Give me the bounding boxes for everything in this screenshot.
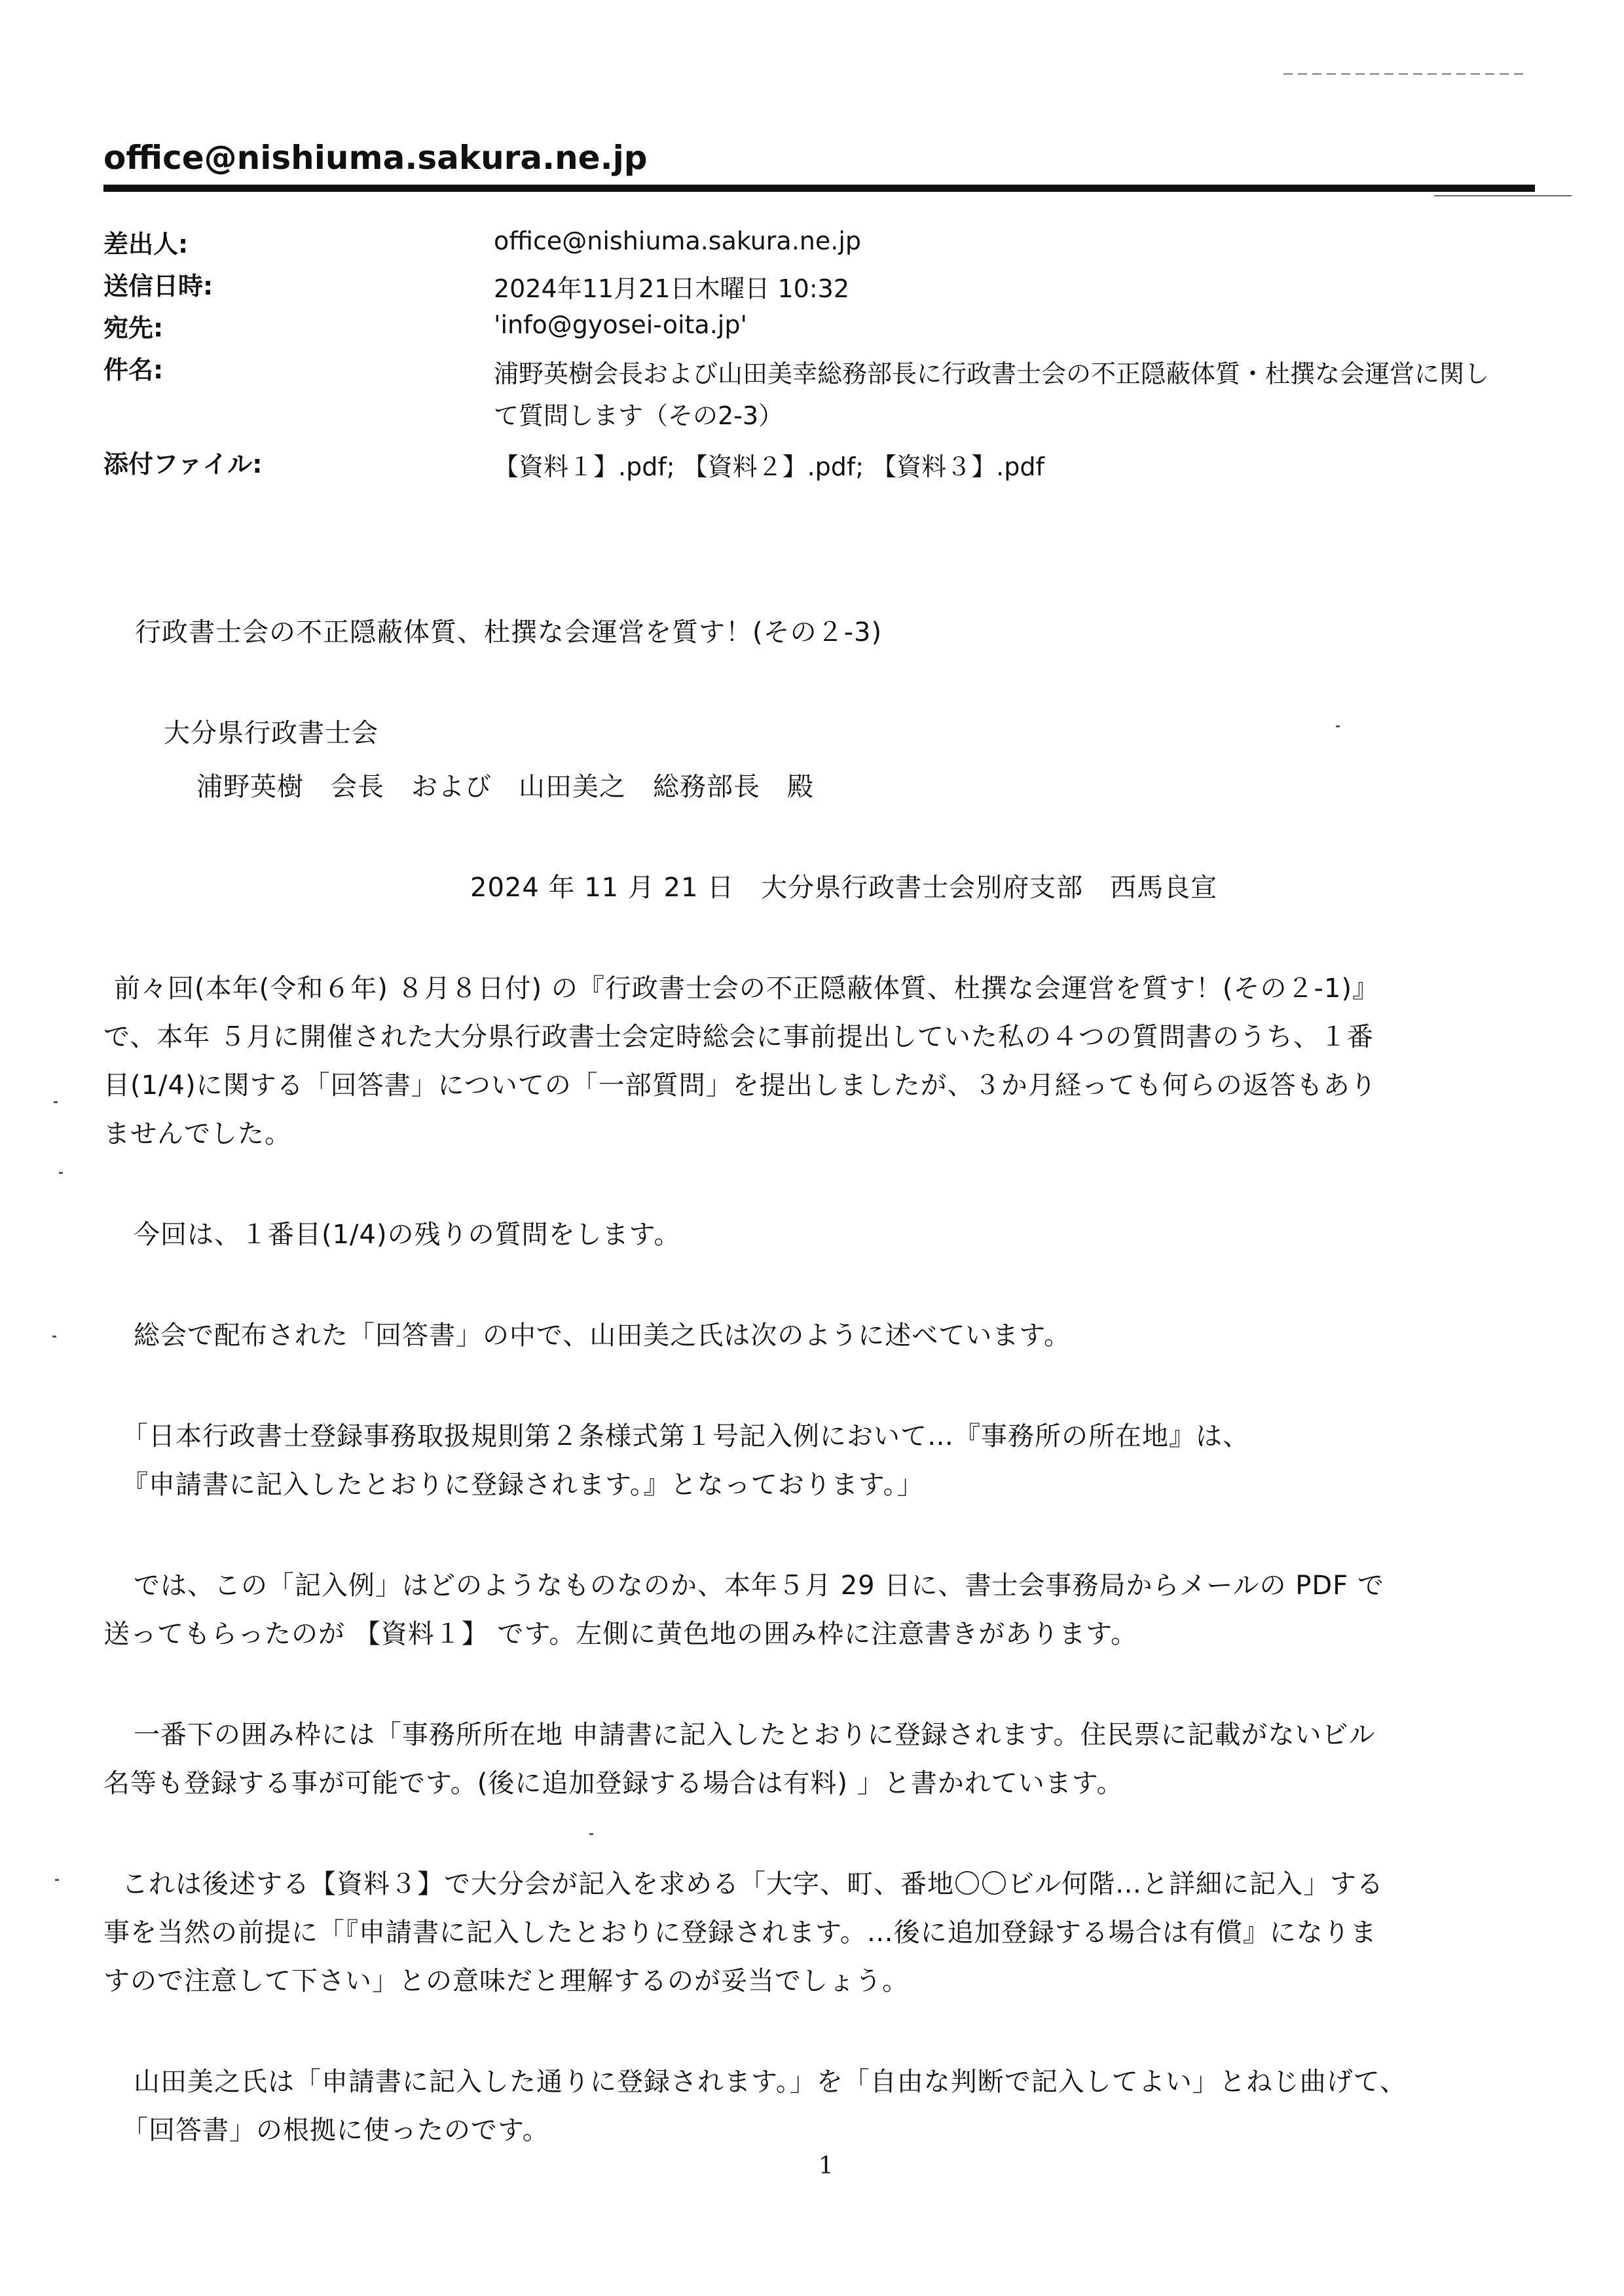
paragraph-8-line-1: 山田美之氏は「申請書に記入した通りに登録されます。」を「自由な判断で記入してよい」とねじ曲げて、 <box>134 2067 1407 2097</box>
header-divider <box>103 185 1535 192</box>
from-value: office@nishiuma.sakura.ne.jp <box>494 227 862 255</box>
date-and-sender: 2024 年 11 月 21 日 大分県行政書士会別府支部 西馬良宣 <box>470 873 1218 903</box>
paragraph-4-line-1: 「日本行政書士登録事務取扱規則第２条様式第１号記入例において…『事務所の所在地』は、 <box>122 1421 1249 1451</box>
from-label: 差出人: <box>103 230 189 259</box>
paragraph-5-line-2: 送ってもらったのが 【資料１】 です。左側に黄色地の囲み枠に注意書きがあります。 <box>103 1619 1138 1649</box>
scan-speck <box>59 1172 63 1174</box>
to-label: 宛先: <box>103 314 164 342</box>
paragraph-5-line-1: では、この「記入例」はどのようなものなのか、本年５月 29 日に、書士会事務局からメールの PDF で <box>134 1571 1384 1601</box>
paragraph-1-line-2: で、本年 ５月に開催された大分県行政書士会定時総会に事前提出していた私の４つの質問書のうち、１番 <box>103 1022 1374 1052</box>
paragraph-6-line-1: 一番下の囲み枠には「事務所所在地 申請書に記入したとおりに登録されます。住民票に記載がないビル <box>134 1720 1376 1750</box>
to-value: 'info@gyosei-oita.jp' <box>494 310 747 339</box>
page-number: 1 <box>819 2153 834 2179</box>
scan-artifact-line <box>1283 73 1526 75</box>
paragraph-2-line-1: 今回は、１番目(1/4)の残りの質問をします。 <box>134 1220 681 1250</box>
scan-speck <box>1336 725 1340 727</box>
scan-speck <box>52 1336 56 1338</box>
paragraph-3-line-1: 総会で配布された「回答書」の中で、山田美之氏は次のように述べています。 <box>134 1321 1071 1351</box>
letter-title: 行政書士会の不正隠蔽体質、杜撰な会運営を質す！(その２-3) <box>135 617 883 647</box>
attachments-label: 添付ファイル: <box>103 450 263 479</box>
paragraph-8-line-2: 「回答書」の根拠に使ったのです。 <box>122 2115 549 2145</box>
attachments-value: 【資料１】.pdf; 【資料２】.pdf; 【資料３】.pdf <box>494 452 1044 481</box>
header-divider-tail <box>1434 195 1572 196</box>
sent-date-value: 2024年11月21日木曜日 10:32 <box>494 274 850 303</box>
sent-date-label: 送信日時: <box>103 272 213 301</box>
paragraph-6-line-2: 名等も登録する事が可能です。(後に追加登録する場合は有料) 」と書かれています。 <box>103 1768 1124 1798</box>
scan-speck <box>55 1879 59 1881</box>
addressee-organization: 大分県行政書士会 <box>164 718 378 748</box>
paragraph-7-line-2: 事を当然の前提に「『申請書に記入したとおりに登録されます。…後に追加登録する場合は有償』になりま <box>103 1918 1377 1948</box>
paragraph-4-line-2: 『申請書に記入したとおりに登録されます。』となっております。」 <box>122 1470 924 1500</box>
scan-speck <box>54 1101 58 1103</box>
paragraph-7-line-3: すので注意して下さい」との意味だと理解するのが妥当でしょう。 <box>103 1966 909 1996</box>
email-account-heading: office@nishiuma.sakura.ne.jp <box>103 139 648 177</box>
subject-label: 件名: <box>103 355 164 384</box>
paragraph-7-line-1: これは後述する【資料３】で大分会が記入を求める「大字、町、番地〇〇ビル何階…と詳細に記入」する <box>122 1869 1384 1899</box>
addressee-names: 浦野英樹 会長 および 山田美之 総務部長 殿 <box>196 772 814 802</box>
paragraph-1-line-1: 前々回(本年(令和６年) ８月８日付) の『行政書士会の不正隠蔽体質、杜撰な会運営を質す！(その２-1)』 <box>114 974 1379 1004</box>
paragraph-1-line-4: ませんでした。 <box>103 1119 291 1149</box>
subject-value: 浦野英樹会長および山田美幸総務部長に行政書士会の不正隠蔽体質・杜撰な会運営に関し <box>494 359 1490 388</box>
scan-speck <box>589 1833 593 1835</box>
subject-value-continued: て質問します（その2-3） <box>494 401 784 430</box>
paragraph-1-line-3: 目(1/4)に関する「回答書」についての「一部質問」を提出しましたが、３か月経っても何らの返答もあり <box>103 1070 1377 1101</box>
